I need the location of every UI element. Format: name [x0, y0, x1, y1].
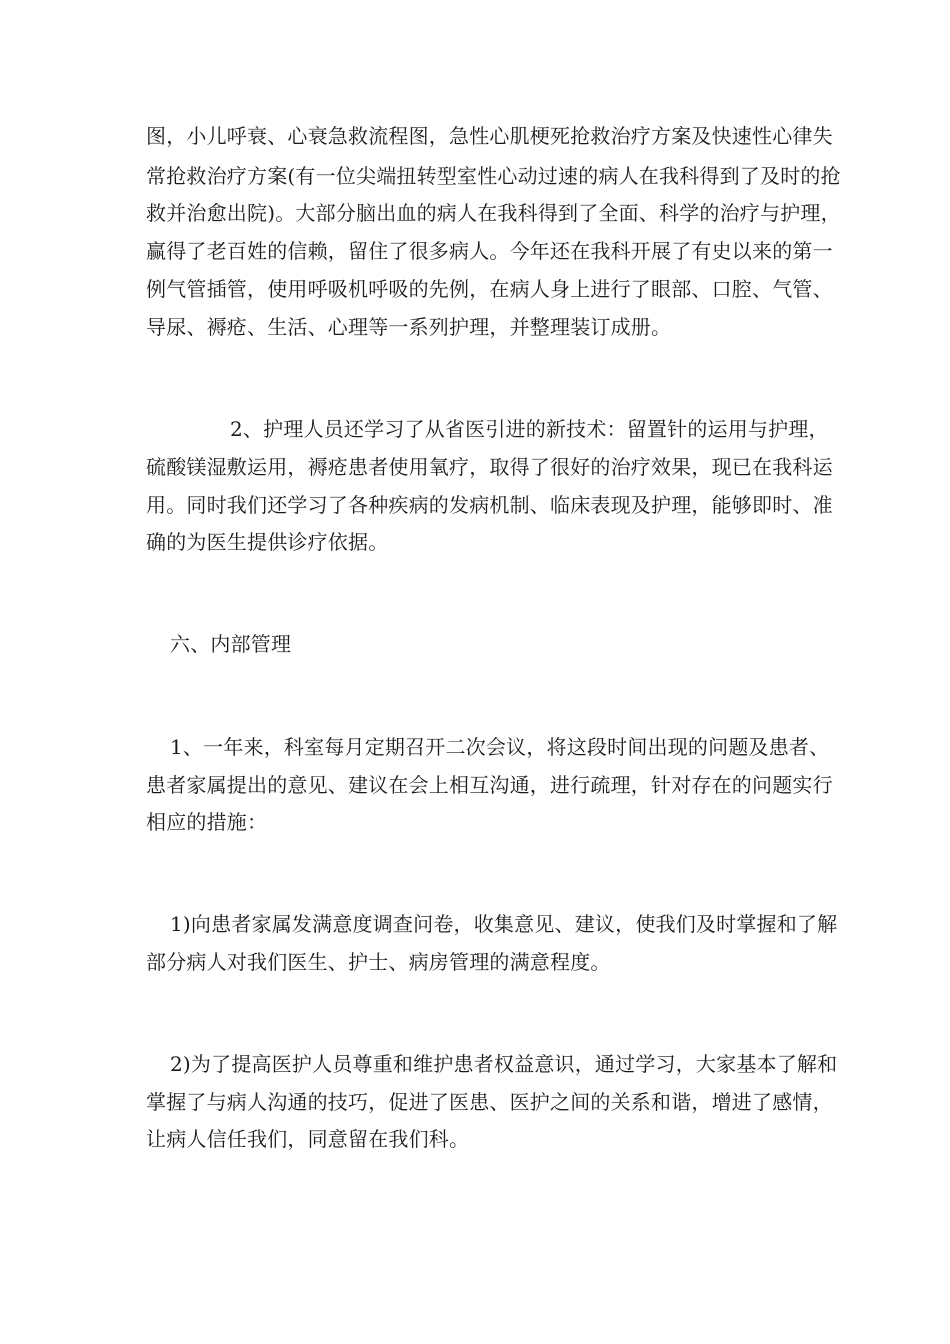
text-line: 用。同时我们还学习了各种疾病的发病机制、临床表现及护理，能够即时、准: [146, 493, 833, 517]
text-line: 让病人信任我们，同意留在我们科。: [146, 1127, 470, 1151]
text-line: 2)为了提高医护人员尊重和维护患者权益意识，通过学习，大家基本了解和: [170, 1052, 838, 1076]
text-line: 硫酸镁湿敷运用，褥疮患者使用氧疗，取得了很好的治疗效果，现已在我科运: [146, 455, 833, 479]
text-line: 图，小儿呼衰、心衰急救流程图，急性心肌梗死抢救治疗方案及快速性心律失: [146, 124, 833, 148]
text-line: 部分病人对我们医生、护士、病房管理的满意程度。: [146, 950, 611, 974]
text-line: 掌握了与病人沟通的技巧，促进了医患、医护之间的关系和谐，增进了感情，: [146, 1090, 833, 1114]
text-line: 相应的措施：: [146, 810, 268, 834]
text-line: 患者家属提出的意见、建议在会上相互沟通，进行疏理，针对存在的问题实行: [146, 773, 833, 797]
text-line: 1、一年来，科室每月定期召开二次会议，将这段时间出现的问题及患者、: [170, 735, 830, 759]
text-line: 常抢救治疗方案(有一位尖端扭转型室性心动过速的病人在我科得到了及时的抢: [146, 164, 841, 188]
text-line: 赢得了老百姓的信赖，留住了很多病人。今年还在我科开展了有史以来的第一: [146, 239, 833, 263]
text-line: 导尿、褥疮、生活、心理等一系列护理，并整理装订成册。: [146, 315, 672, 339]
text-line: 例气管插管，使用呼吸机呼吸的先例，在病人身上进行了眼部、口腔、气管、: [146, 277, 833, 301]
text-line: 确的为医生提供诊疗依据。: [146, 530, 389, 554]
heading-text: 六、内部管理: [170, 632, 292, 656]
text-line: 救并治愈出院)。大部分脑出血的病人在我科得到了全面、科学的治疗与护理，: [146, 201, 841, 225]
text-line: 1)向患者家属发满意度调查问卷，收集意见、建议，使我们及时掌握和了解: [170, 912, 838, 936]
text-line: 2、护理人员还学习了从省医引进的新技术：留置针的运用与护理，: [230, 417, 829, 441]
